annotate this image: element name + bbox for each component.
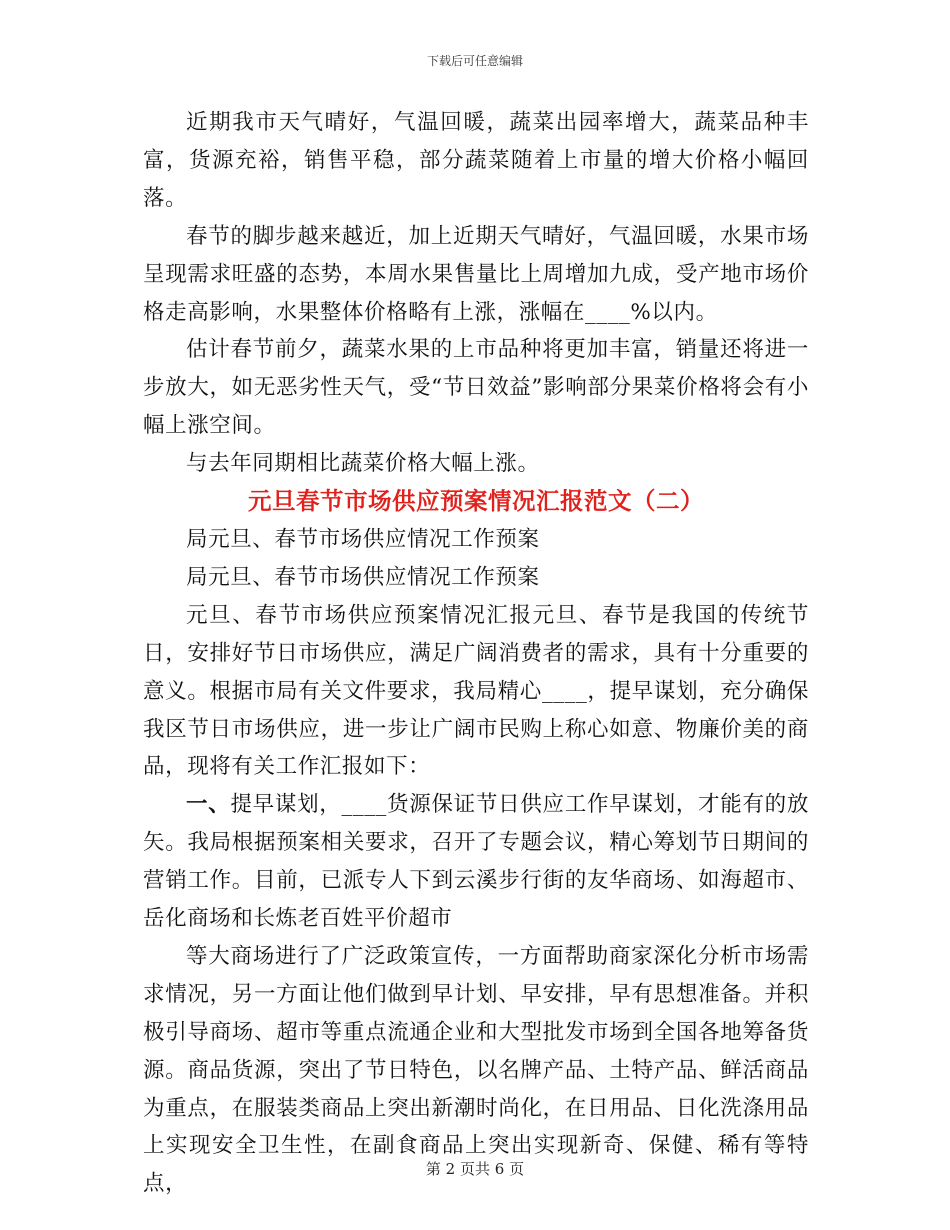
paragraph-market-promotion: 等大商场进行了广泛政策宣传，一方面帮助商家深化分析市场需求情况，另一方面让他们做到早计划、早安排，早有思想准备。并积极引导商场、超市等重点流通企业和大型批发市场到全国各地筹备货源。商品货源，突出了节日特色，以名牌产品、土特产品、鲜活商品为重点，在服装类商品上突出新潮时尚化，在日用品、日化洗涤用品上实现安全卫生性，在副食商品上突出实现新奇、保健、稀有等特点， [143, 943, 809, 1197]
page-footer: 第 2 页共 6 页 [425, 1160, 525, 1178]
paragraph-plan-title-2: 局元旦、春节市场供应情况工作预案 [186, 564, 540, 590]
paragraph-vegetable-supply: 近期我市天气晴好，气温回暖，蔬菜出园率增大，蔬菜品种丰富，货源充裕，销售平稳，部分蔬菜随着上市量的增大价格小幅回落。 [143, 110, 809, 211]
section-one-number: 一、 [186, 792, 231, 818]
page-header: 下载后可任意编辑 [426, 54, 523, 68]
paragraph-price-comparison: 与去年同期相比蔬菜价格大幅上涨。 [186, 451, 540, 477]
paragraph-plan-title-1: 局元旦、春节市场供应情况工作预案 [186, 526, 540, 552]
document-body [143, 104, 809, 1203]
paragraph-fruit-market: 春节的脚步越来越近，加上近期天气晴好，气温回暖，水果市场呈现需求旺盛的态势，本周水果售量比上周增加九成，受产地市场价格走高影响，水果整体价格略有上涨，涨幅在____%以内。 [143, 223, 809, 325]
section-title: 元旦春节市场供应预案情况汇报范文（二） [248, 487, 704, 516]
paragraph-introduction: 元旦、春节市场供应预案情况汇报元旦、春节是我国的传统节日，安排好节日市场供应，满足广阔消费者的需求，具有十分重要的意义。根据市局有关文件要求，我局精心____，提早谋划，充分确保我区节日市场供应，进一步让广阔市民购上称心如意、物廉价美的商品，现将有关工作汇报如下： [143, 602, 809, 780]
paragraph-section-one [143, 786, 809, 938]
paragraph-festival-forecast: 估计春节前夕，蔬菜水果的上市品种将更加丰富，销量还将进一步放大，如无恶劣性天气，受“节日效益”影响部分果菜价格将会有小幅上涨空间。 [143, 337, 809, 439]
section-one-text: 提早谋划，____货源保证节日供应工作早谋划，才能有的放矢。我局根据预案相关要求，召开了专题会议，精心筹划节日期间的营销工作。目前，已派专人下到云溪步行街的友华商场、如海超市、岳化商场和长炼老百姓平价超市 [143, 792, 809, 932]
